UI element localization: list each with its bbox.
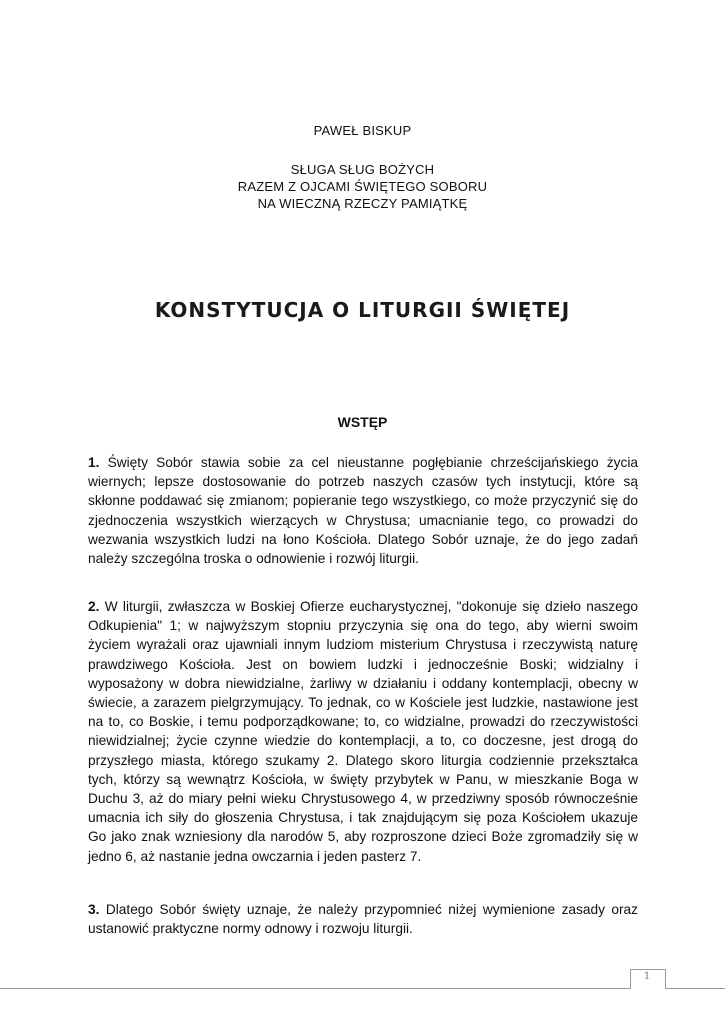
header-line-3: NA WIECZNĄ RZECZY PAMIĄTKĘ: [257, 196, 468, 211]
section-heading: WSTĘP: [337, 414, 388, 430]
paragraph-text: Święty Sobór stawia sobie za cel nieustanne pogłębianie chrześcijańskiego życia wiernych; lepsze dostosowanie do potrzeb naszych czasów tych instytucji, które są skłonne poddawać się zmianom; popieranie tego wszystkiego, co może przyczynić się do zjednoczenia wszystkich wierzących w Chrystusa; umacnianie tego, co prowadzi do wezwania wszystkich ludzi na łono Kościoła. Dlatego Sobór uznaje, że do jego zadań należy szczególna troska o odnowienie i rozwój liturgii.: [88, 455, 638, 567]
paragraph-number: 3.: [88, 902, 100, 917]
page-number: 1: [643, 971, 651, 982]
paragraph-2: [88, 597, 638, 866]
paragraph-text: W liturgii, zwłaszcza w Boskiej Ofierze eucharystycznej, "dokonuje się dzieło naszego Odkupienia" 1; w najwyższym stopniu przyczynia się ona do tego, aby wierni swoim życiem wyrażali oraz ujawniali innym ludziom misterium Chrystusa i rzeczywistą naturę prawdziwego Kościoła. Jest on bowiem ludzki i jednocześnie Boski; widzialny i wyposażony w dobra niewidzialne, żarliwy w działaniu i oddany kontemplacji, obecny w świecie, a zarazem pielgrzymujący. To jednak, co w Kościele jest ludzkie, nastawione jest na to, co Boskie, i temu podporządkowane; to, co widzialne, prowadzi do rzeczywistości niewidzialnej; życie czynne wiedzie do kontemplacji, a to, co doczesne, jest drogą do przyszłego miasta, którego szukamy 2. Dlatego skoro liturgia codziennie przekształca tych, którzy są wewnątrz Kościoła, w święty przybytek w Panu, w mieszkanie Boga w Duchu 3, aż do miary pełni wieku Chrystusowego 4, w przedziwny sposób równocześnie umacnia ich siły do głoszenia Chrystusa, i tak znajdującym się poza Kościołem ukazuje Go jako znak wzniesiony dla narodów 5, aby rozproszone dzieci Boże zgromadziły się w jedno 6, aż nastanie jedna owczarnia i jeden pasterz 7.: [88, 599, 638, 864]
footer-rule: [0, 988, 725, 989]
document-title: KONSTYTUCJA O LITURGII ŚWIĘTEJ: [154, 298, 571, 322]
author-name: PAWEŁ BISKUP: [313, 123, 412, 138]
header-line-1: SŁUGA SŁUG BOŻYCH: [290, 162, 435, 177]
paragraph-text: Dlatego Sobór święty uznaje, że należy przypomnieć niżej wymienione zasady oraz ustanowić praktyczne normy odnowy i rozwoju liturgii.: [88, 902, 638, 937]
paragraph-1: [88, 453, 638, 568]
paragraph-number: 1.: [88, 455, 100, 470]
paragraph-3: [88, 900, 638, 938]
header-line-2: RAZEM Z OJCAMI ŚWIĘTEGO SOBORU: [237, 179, 488, 194]
paragraph-number: 2.: [88, 599, 100, 614]
